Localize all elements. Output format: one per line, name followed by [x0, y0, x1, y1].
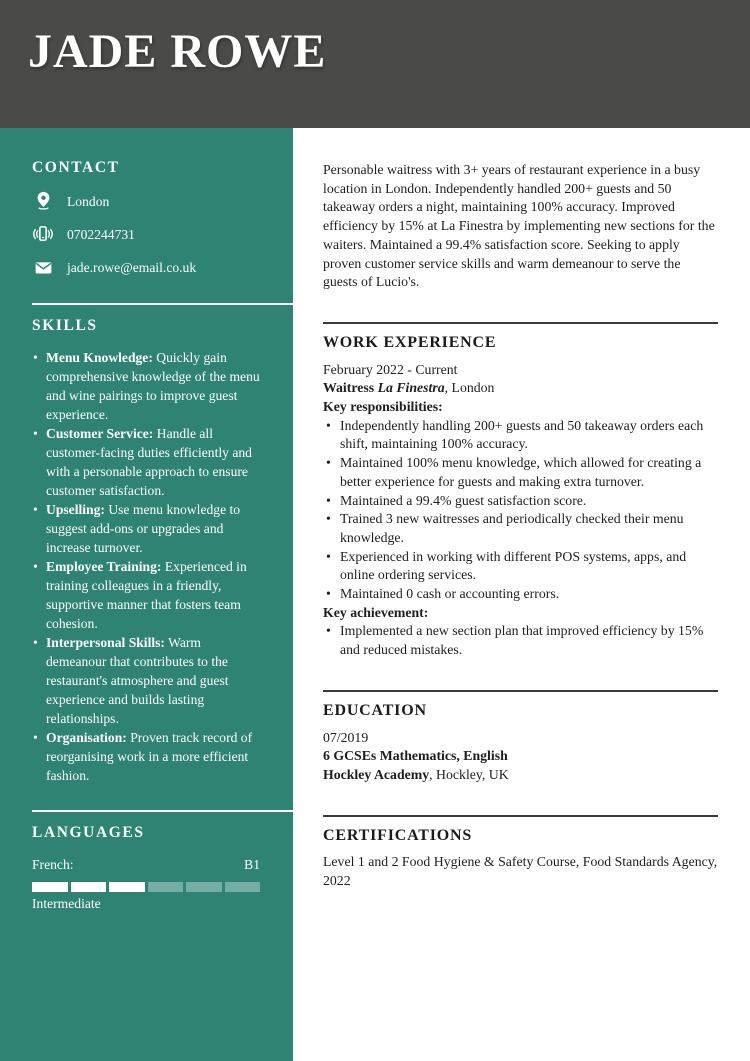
education-school: Hockley Academy [323, 766, 430, 782]
responsibility-item: • Maintained 100% menu knowledge, which allowed for creating a better experience for guests and making extra turnover. [323, 454, 718, 491]
education-heading: EDUCATION [323, 701, 427, 719]
skills-heading: SKILLS [32, 317, 98, 334]
skill-item [32, 633, 260, 728]
company-name: La Finestra [377, 380, 445, 396]
sidebar-divider [32, 810, 293, 812]
responsibility-item: • Experienced in working with different POS systems, apps, and online ordering services. [323, 548, 718, 585]
language-row [32, 855, 260, 874]
contact-email-text: jade.rowe@email.co.uk [67, 259, 197, 275]
skill-label: Upselling: [46, 502, 105, 517]
skill-item [32, 728, 260, 785]
responsibility-item: • Trained 3 new waitresses and periodically checked their menu knowledge. [323, 510, 718, 547]
certifications-section [323, 815, 718, 891]
skill-text: Proven track record of reorganising work in a more efficient fashion. [46, 730, 253, 783]
language-progress-segment [32, 882, 68, 892]
main-column [293, 128, 750, 1061]
languages-section [0, 823, 293, 913]
location-pin-icon [32, 190, 54, 212]
skill-text: Warm demeanour that contributes to the restaurant's atmosphere and guest experience and builds lasting relationships. [46, 635, 229, 726]
skill-label: Employee Training: [46, 559, 162, 574]
skill-text: Handle all customer-facing duties efficiently and with a personable approach to ensure customer satisfaction. [46, 426, 252, 498]
skill-label: Interpersonal Skills: [46, 635, 165, 650]
skill-text: Experienced in training colleagues in a friendly, supportive manner that fosters team cohesion. [46, 559, 247, 631]
envelope-icon [32, 256, 54, 278]
skills-list [32, 348, 260, 785]
mobile-phone-icon [32, 223, 54, 245]
certification-text: Level 1 and 2 Food Hygiene & Safety Course, Food Standards Agency, 2022 [323, 854, 718, 889]
work-date-range: February 2022 - Current [323, 361, 458, 377]
education-school-location: , Hockley, UK [429, 766, 509, 782]
responsibilities-label [323, 398, 718, 417]
language-progress-segment [109, 882, 145, 892]
responsibilities-list [323, 417, 718, 604]
contact-phone-item [32, 223, 260, 245]
responsibilities-label-text: Key responsibilities: [323, 399, 443, 415]
work-experience-heading: WORK EXPERIENCE [323, 333, 497, 351]
language-name: French: [32, 857, 74, 872]
sidebar [0, 128, 293, 1061]
skill-label: Organisation: [46, 730, 127, 745]
responsibility-item: • Maintained a 99.4% guest satisfaction score. [323, 492, 718, 511]
contact-section [0, 158, 293, 278]
job-location: , London [444, 380, 495, 396]
job-title: Waitress [323, 380, 375, 396]
body-row [0, 128, 750, 1061]
skill-label: Customer Service: [46, 426, 154, 441]
education-degree-text: 6 GCSEs Mathematics, English [323, 748, 508, 764]
language-progress-segment [225, 882, 261, 892]
person-name: JADE ROWE [28, 25, 327, 78]
profile-summary: Personable waitress with 3+ years of restaurant experience in a busy location in London. Independently handled 200+ guests and 50 takeaway orders a night, maintaining 100% accuracy. Improved efficiency by 15% at La Finestra by implementing new sections for the waiters. Maintained a 99.4% satisfaction score. Seeking to apply proven customer service skills and warm demeanour to serve the guests of Lucio's. [323, 162, 715, 290]
responsibility-item: • Independently handling 200+ guests and 50 takeaway orders each shift, maintaining 100% accuracy. [323, 417, 718, 454]
achievements-list [323, 622, 718, 659]
skill-item [32, 424, 260, 500]
contact-phone-text: 0702244731 [67, 226, 135, 242]
job-title-line [323, 379, 718, 398]
achievement-label-text: Key achievement: [323, 604, 429, 620]
language-progress-segment [148, 882, 184, 892]
contact-email-item [32, 256, 260, 278]
education-date: 07/2019 [323, 729, 369, 745]
contact-location-text: London [67, 193, 110, 209]
contact-heading: CONTACT [32, 159, 120, 176]
certifications-heading: CERTIFICATIONS [323, 826, 473, 844]
languages-heading: LANGUAGES [32, 824, 145, 841]
work-experience-section [323, 322, 718, 660]
skill-text: Use menu knowledge to suggest add-ons or upgrades and increase turnover. [46, 502, 241, 555]
skill-text: Quickly gain comprehensive knowledge of the menu and wine pairings to improve guest experience. [46, 350, 260, 422]
contact-location-item [32, 190, 260, 212]
language-level-label: Intermediate [32, 896, 101, 911]
education-section [323, 690, 718, 785]
achievement-item: • Implemented a new section plan that improved efficiency by 15% and reduced mistakes. [323, 622, 718, 659]
achievement-label [323, 604, 718, 623]
responsibility-item: • Maintained 0 cash or accounting errors. [323, 585, 718, 604]
language-progress [32, 882, 260, 892]
skill-item [32, 557, 260, 633]
language-progress-segment [186, 882, 222, 892]
skills-section [0, 316, 293, 785]
skill-label: Menu Knowledge: [46, 350, 153, 365]
education-school-line [323, 766, 718, 785]
education-degree [323, 747, 718, 766]
header [0, 0, 750, 128]
sidebar-divider [32, 303, 293, 305]
language-level-code: B1 [244, 857, 260, 872]
skill-item [32, 348, 260, 424]
skill-item [32, 500, 260, 557]
language-progress-segment [71, 882, 107, 892]
